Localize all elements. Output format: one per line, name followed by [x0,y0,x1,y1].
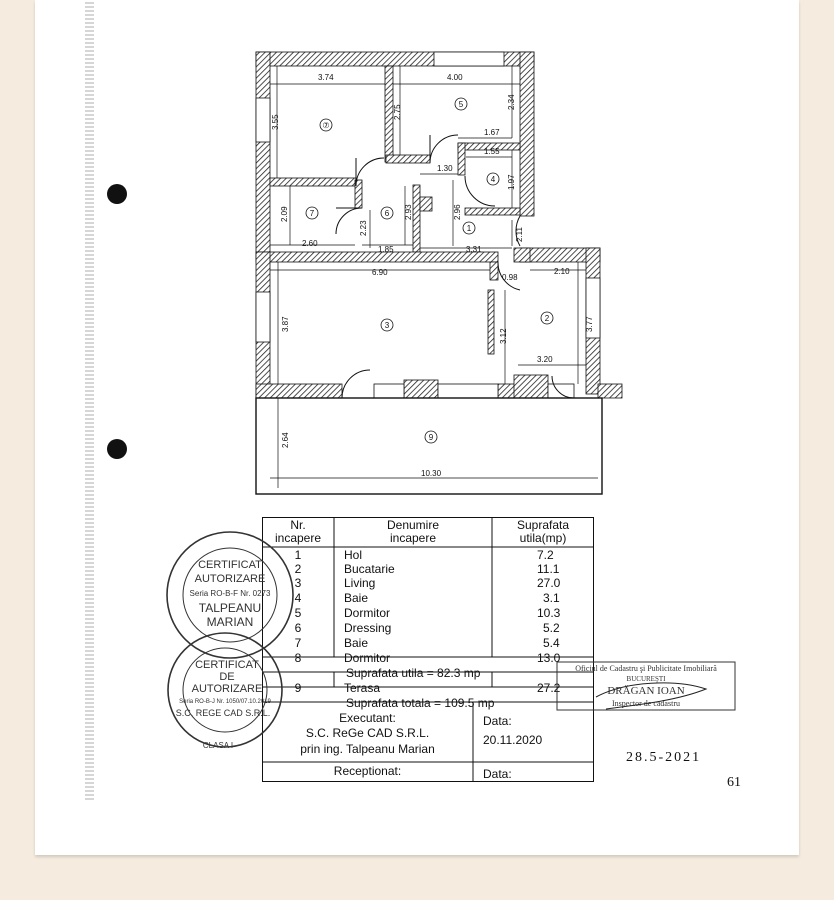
row-area: 11.1 [537,562,560,576]
ocpi-title: Oficiul de Cadastru şi Publicitate Imobiliară [575,664,717,673]
row-nr: 2 [294,562,302,576]
grand-total: Suprafata totala = 109.5 mp [346,696,495,710]
stamp-text: AUTORIZARE [191,683,263,695]
row-name: Baie [344,591,369,605]
ocpi-name: DRĂGAN IOAN [607,685,685,697]
dim-text: 3.74 [318,73,334,82]
room-label-1: 1 [466,224,472,233]
room-label-4: 4 [490,175,496,184]
stamp-text: MARIAN [206,615,254,629]
stamp-text: TALPEANU [198,601,262,615]
page-number: 61 [727,775,741,790]
dim-text: 3.87 [281,316,290,332]
ocpi-stamp [556,661,736,711]
stamp-text: CERTIFICAT [198,559,262,571]
dim-text: 2.23 [359,220,368,236]
authorization-stamp-company [163,630,293,760]
receptionat-label: Receptionat: [333,764,402,778]
stamp-text: S.C. REGE CAD S.R.L. [175,708,271,718]
dim-text: 1.97 [507,174,516,190]
row-name: Dormitor [344,606,391,620]
dim-text: 2.11 [515,227,524,242]
dim-text: 3.12 [499,328,508,344]
room-label-5: 5 [458,100,464,109]
room-label-7: 7 [309,209,315,218]
inspection-date: 28.5-2021 [626,750,702,765]
stamp-text: DE [219,671,235,683]
row-name: Baie [344,636,369,650]
row-nr: 9 [294,681,302,695]
dim-text: 1.85 [378,245,394,254]
room-label-3: 3 [384,321,390,330]
date-label-2: Data: [483,767,512,781]
row-area: 5.2 [543,621,560,635]
ocpi-city: BUCUREŞTI [626,675,666,683]
date-value: 20.11.2020 [483,733,543,747]
room-label-8: ⑦ [322,121,330,130]
dim-text: 3.55 [271,114,280,130]
row-area: 5.4 [543,636,560,650]
dim-text: 2.60 [302,239,318,248]
dim-text: 1.30 [437,164,453,173]
dimension-lines [270,66,598,488]
executant-label: Executant: [339,711,396,725]
row-name: Hol [344,548,363,562]
row-nr: 8 [294,651,302,665]
windows [256,52,600,398]
row-area: 3.1 [543,591,560,605]
dim-text: 2.93 [404,204,413,220]
useful-total: Suprafata utila = 82.3 mp [346,666,481,680]
date-label: Data: [483,714,512,728]
dim-text: 2.34 [507,94,516,110]
dim-text: 2.64 [281,432,290,448]
room-label-9: 9 [428,433,434,442]
dim-text: 6.90 [372,268,388,277]
room-label-6: 6 [384,209,390,218]
row-area: 27.2 [537,681,561,695]
dim-text: 1.55 [484,147,500,156]
dim-text: 10.30 [421,469,442,478]
row-nr: 3 [294,576,302,590]
row-name: Terasa [344,681,381,695]
stamp-text: CERTIFICAT [195,659,259,671]
room-label-2: 2 [544,314,550,323]
header-area: Suprafata utila(mp) [516,518,570,545]
row-nr: 7 [294,636,302,650]
row-name: Living [344,576,376,590]
room-table-text [262,517,594,782]
dim-text: 4.00 [447,73,463,82]
row-nr: 6 [294,621,302,635]
dim-text: 2.96 [453,204,462,220]
row-name: Dressing [344,621,392,635]
row-name: Bucatarie [344,562,395,576]
ocpi-role: Inspector de cadastru [612,699,680,708]
header-name: Denumire incapere [386,518,440,545]
row-area: 10.3 [537,606,561,620]
dim-text: 2.75 [393,104,402,120]
dim-text: 3.77 [585,316,594,332]
stamp-text: AUTORIZARE [194,573,266,585]
executant-person: prin ing. Talpeanu Marian [300,742,435,756]
row-nr: 5 [294,606,302,620]
row-area: 7.2 [537,548,554,562]
dim-text: 3.31 [466,245,482,254]
stamp-text: CLASA I [202,741,234,750]
dimension-texts [271,73,594,478]
terrace-outline [256,398,602,494]
header-nr: Nr. incapere [274,518,322,545]
stamp-text: Seria RO-B-J Nr. 1050/07.10.2019 [179,699,271,705]
walls [256,52,622,398]
row-nr: 1 [294,548,302,562]
dim-text: 2.10 [554,267,570,276]
row-nr: 4 [294,591,302,605]
dim-text: 2.09 [280,206,289,222]
row-name: Dormitor [344,651,391,665]
executant-company: S.C. ReGe CAD S.R.L. [305,726,430,740]
dim-text: 3.20 [537,355,553,364]
row-area: 27.0 [537,576,561,590]
stamp-text: Seria RO-B-F Nr. 0273 [189,589,271,598]
dim-text: 1.67 [484,128,500,137]
dim-text: 0.98 [502,273,518,282]
row-area: 13.0 [537,651,561,665]
